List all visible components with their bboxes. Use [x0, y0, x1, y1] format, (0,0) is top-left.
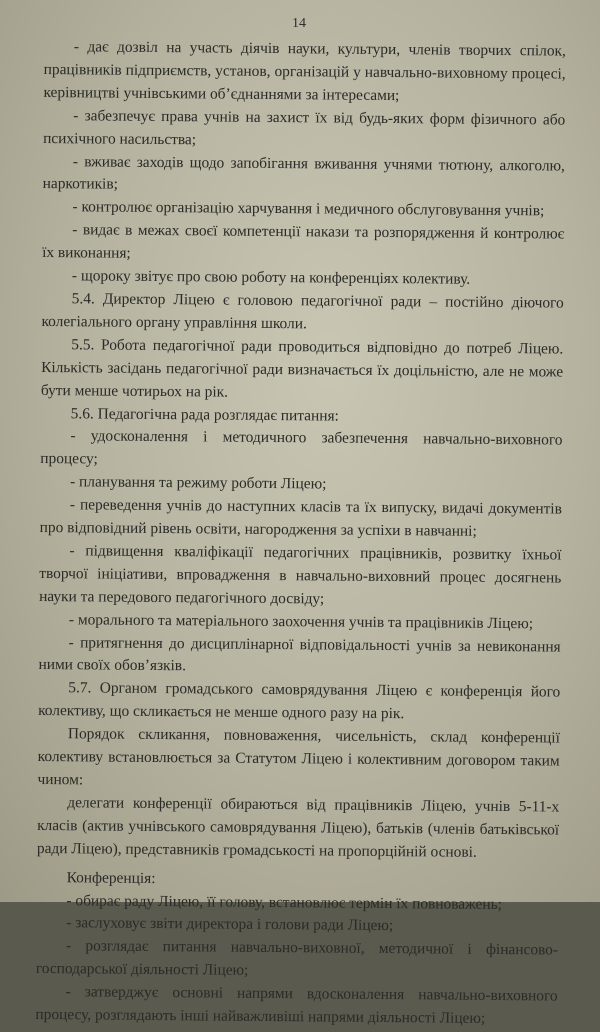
paragraph: - дає дозвіл на участь діячів науки, культури, членів творчих спілок, працівників підприємств, установ, організацій у навчально-виховному процесі, керівництві учнівськими об’єднаннями за інтересами; — [43, 38, 566, 104]
paragraph: - видає в межах своєї компетенції накази та розпорядження й контролює їх виконання; — [42, 221, 565, 262]
paragraph: - щороку звітує про свою роботу на конференціях колективу. — [71, 267, 471, 288]
paragraph: - обирає раду Ліцею, її голову, встановлює термін їх повноважень; — [66, 891, 503, 913]
document-body — [35, 36, 566, 1031]
paragraph: - заслуховує звіти директора і голови ради Ліцею; — [66, 914, 394, 935]
page-number: 14 — [292, 16, 306, 31]
paragraph: - притягнення до дисциплінарної відповідальності учнів за невиконання ними своїх обов’язків. — [38, 633, 561, 675]
paragraph: - забезпечує права учнів на захист їх від будь-яких форм фізичного або психічного насильства; — [43, 106, 566, 148]
paragraph: 5.6. Педагогічна рада розглядає питання: — [70, 404, 339, 425]
paragraph: - переведення учнів до наступних класів та їх випуску, видачі документів про відповідний рівень освіти, нагородження за успіхи в навчанні; — [39, 496, 562, 540]
paragraph: 5.4. Директор Ліцею є головою педагогічної ради – постійно діючого колегіального органу управління школи. — [41, 290, 564, 333]
paragraph: 5.7. Органом громадського самоврядування Ліцею є конференція його колективу, що скликається не менше одного разу на рік. — [38, 679, 561, 723]
paragraph: - удосконалення і методичного забезпечення навчально-виховного процесу; — [40, 427, 563, 468]
paragraph: - підвищення кваліфікації педагогічних працівників, розвитку їхньої творчої ініціативи, впровадження в навчально-виховний процес досягнень науки та передового педагогічного досвіду; — [39, 542, 562, 608]
paragraph: Порядок скликання, повноваження, чисельність, склад конференції колективу встановлюється за Статутом Ліцею і колективним договором таким чином: — [37, 725, 560, 789]
paragraph: - затверджує основні напрями вдосконалення навчально-виховного процесу, розглядають інші найважливіші напрями діяльності Ліцею; — [35, 983, 558, 1027]
paragraph: - вживає заходів щодо запобігання вживання учнями тютюну, алкоголю, наркотиків; — [42, 152, 565, 194]
paragraph: - морального та матеріального заохочення учнів та працівників Ліцею; — [68, 610, 534, 632]
paragraph: Конференція: — [66, 868, 156, 887]
paragraph: - контролює організацію харчування і медичного обслуговування учнів; — [72, 198, 545, 220]
paragraph: - розглядає питання навчально-виховної, методичної і фінансово-господарської діяльності Ліцею; — [35, 937, 559, 980]
paragraph: - планування та режиму роботи Ліцею; — [70, 473, 327, 493]
paragraph: 5.5. Робота педагогічної ради проводиться відповідно до потреб Ліцею. Кількість засідань педагогічної ради визначається їх доцільністю, але не може бути менше чотирьох на рік. — [40, 336, 564, 401]
paragraph: делегати конференції обираються від працівників Ліцею, учнів 5-11-х класів (актив учнівського самоврядування Ліцею), батьків (членів батьківської ради Ліцею), представників громадськості на пропорційній основі. — [36, 794, 560, 861]
